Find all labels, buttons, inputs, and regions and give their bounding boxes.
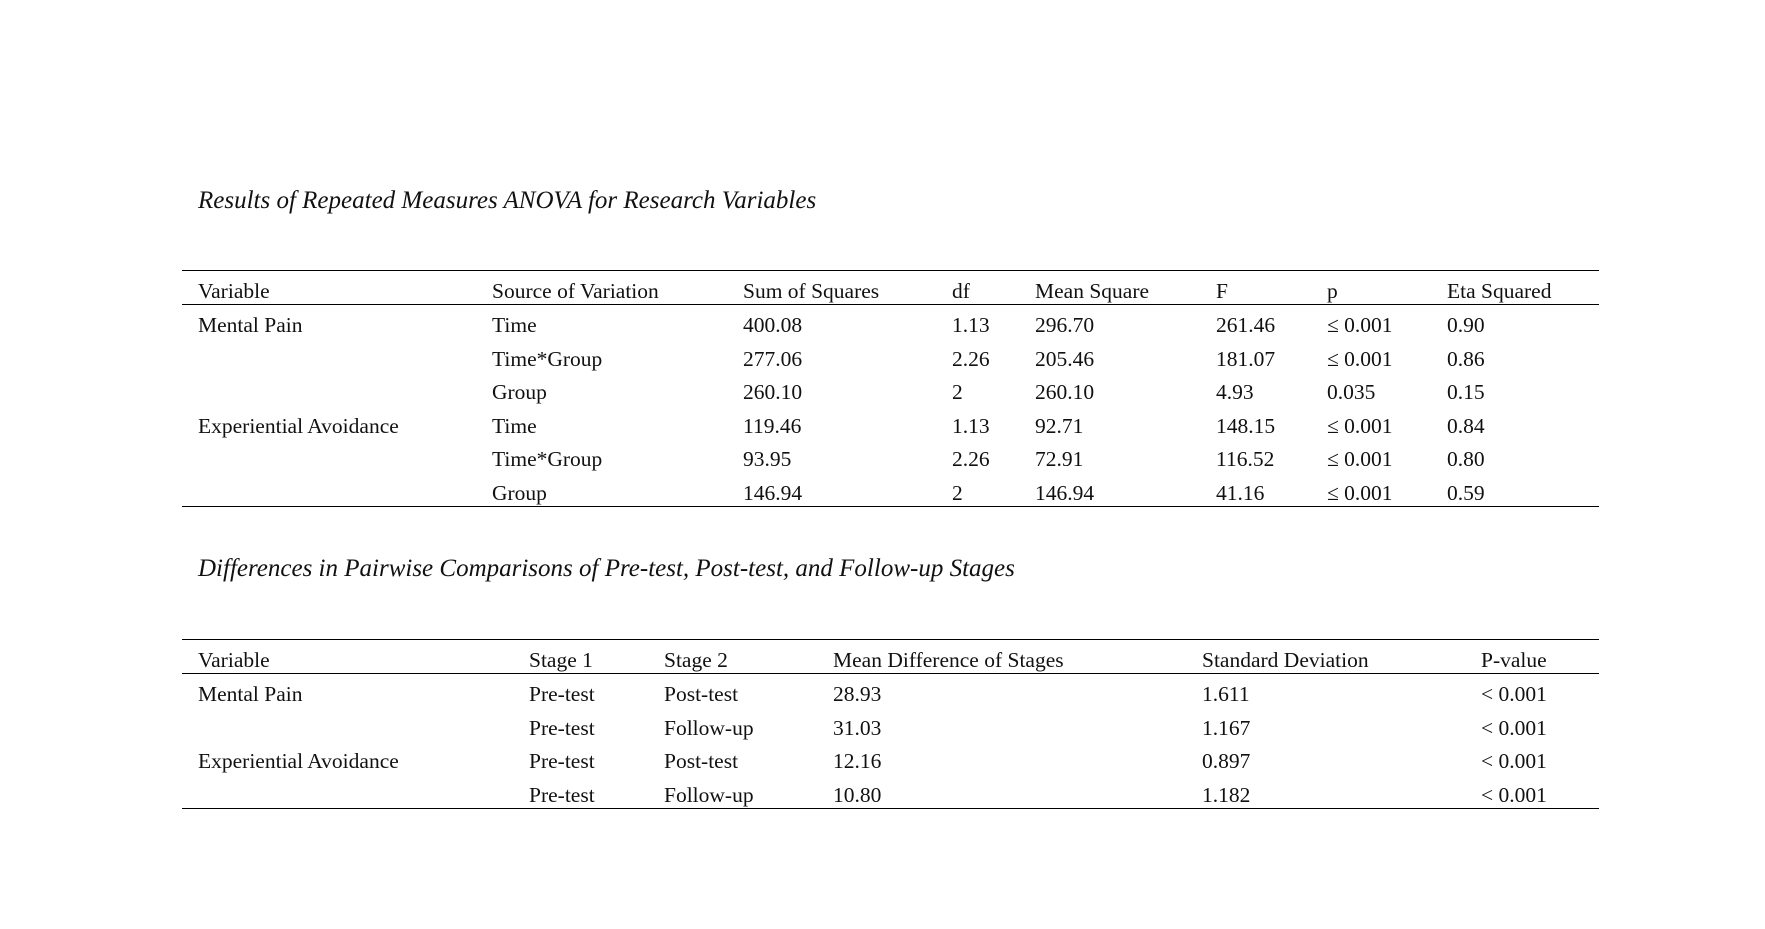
- table-cell-eta-squared: 0.90: [1447, 313, 1485, 337]
- table-cell-p-value: < 0.001: [1481, 682, 1547, 706]
- column-header-eta-squared: Eta Squared: [1447, 279, 1552, 303]
- column-header-stage-2: Stage 2: [664, 648, 728, 672]
- table-cell-mean-difference-of-stages: 12.16: [833, 749, 882, 773]
- table-cell-sum-of-squares: 119.46: [743, 413, 802, 438]
- table-cell-p-value: < 0.001: [1481, 749, 1547, 773]
- table2-rule-top: [182, 639, 1599, 640]
- column-header-sum-of-squares: Sum of Squares: [743, 279, 880, 303]
- table-cell-stage-1: Pre-test: [529, 715, 595, 740]
- table-cell-variable: Experiential Avoidance: [198, 413, 399, 438]
- table-cell-mean-square: 260.10: [1035, 380, 1095, 404]
- column-header-f: F: [1216, 279, 1228, 303]
- pairwise-comparisons-table: [182, 639, 1599, 809]
- table-cell-p: ≤ 0.001: [1327, 313, 1393, 337]
- table-cell-f: 4.93: [1216, 380, 1254, 404]
- table2-rule-header: [182, 673, 1599, 674]
- table-cell-eta-squared: 0.59: [1447, 480, 1485, 505]
- table-cell-mean-square: 92.71: [1035, 413, 1084, 438]
- column-header-source-of-variation: Source of Variation: [492, 279, 659, 303]
- table-cell-f: 41.16: [1216, 480, 1265, 505]
- column-header-standard-deviation: Standard Deviation: [1202, 648, 1369, 672]
- table-cell-stage-2: Post-test: [664, 682, 739, 706]
- table-cell-p: ≤ 0.001: [1327, 413, 1393, 438]
- table-cell-variable: Mental Pain: [198, 313, 303, 337]
- table-cell-df: 2: [952, 480, 963, 505]
- table-cell-p: ≤ 0.001: [1327, 480, 1393, 505]
- table-cell-source-of-variation: Group: [492, 480, 547, 505]
- table-cell-standard-deviation: 1.182: [1202, 782, 1251, 807]
- column-header-stage-1: Stage 1: [529, 648, 593, 672]
- table-cell-f: 181.07: [1216, 346, 1276, 371]
- column-header-mean-square: Mean Square: [1035, 279, 1150, 303]
- table-cell-sum-of-squares: 400.08: [743, 313, 803, 337]
- table-cell-p-value: < 0.001: [1481, 715, 1547, 740]
- column-header-p: p: [1327, 279, 1338, 303]
- table2-rule-bottom: [182, 808, 1599, 809]
- table-cell-mean-square: 72.91: [1035, 447, 1084, 471]
- table-cell-stage-2: Post-test: [664, 749, 739, 773]
- table-cell-stage-2: Follow-up: [664, 782, 754, 807]
- table-cell-mean-difference-of-stages: 28.93: [833, 682, 882, 706]
- table2-caption: Differences in Pairwise Comparisons of Pre-test, Post-test, and Follow-up Stages: [198, 555, 1015, 582]
- column-header-p-value: P-value: [1481, 648, 1547, 672]
- table-cell-variable: Mental Pain: [198, 682, 303, 706]
- table-cell-mean-difference-of-stages: 31.03: [833, 715, 882, 740]
- table-cell-p: ≤ 0.001: [1327, 447, 1393, 471]
- table-cell-p: ≤ 0.001: [1327, 346, 1393, 371]
- table-cell-sum-of-squares: 277.06: [743, 346, 803, 371]
- table-cell-standard-deviation: 0.897: [1202, 749, 1251, 773]
- table-cell-variable: Experiential Avoidance: [198, 749, 399, 773]
- table-cell-df: 1.13: [952, 413, 990, 438]
- table-cell-stage-1: Pre-test: [529, 749, 595, 773]
- table-cell-eta-squared: 0.80: [1447, 447, 1485, 471]
- table-cell-stage-2: Follow-up: [664, 715, 754, 740]
- table1-rule-bottom: [182, 506, 1599, 507]
- table-cell-df: 2: [952, 380, 963, 404]
- anova-results-table: [182, 270, 1599, 507]
- table-cell-mean-square: 296.70: [1035, 313, 1095, 337]
- table-cell-mean-difference-of-stages: 10.80: [833, 782, 882, 807]
- column-header-mean-difference-of-stages: Mean Difference of Stages: [833, 648, 1064, 672]
- table-cell-sum-of-squares: 146.94: [743, 480, 803, 505]
- table-cell-standard-deviation: 1.611: [1202, 682, 1250, 706]
- table-cell-df: 2.26: [952, 447, 990, 471]
- table-cell-source-of-variation: Time*Group: [492, 447, 603, 471]
- table-cell-source-of-variation: Group: [492, 380, 547, 404]
- table-cell-df: 1.13: [952, 313, 990, 337]
- table-cell-stage-1: Pre-test: [529, 782, 595, 807]
- column-header-variable: Variable: [198, 279, 270, 303]
- column-header-variable: Variable: [198, 648, 270, 672]
- table-cell-source-of-variation: Time*Group: [492, 346, 603, 371]
- table-cell-standard-deviation: 1.167: [1202, 715, 1251, 740]
- table-cell-sum-of-squares: 260.10: [743, 380, 803, 404]
- column-header-df: df: [952, 279, 970, 303]
- table-cell-f: 148.15: [1216, 413, 1276, 438]
- table-cell-df: 2.26: [952, 346, 990, 371]
- table1-rule-header: [182, 304, 1599, 305]
- table-cell-mean-square: 205.46: [1035, 346, 1095, 371]
- table1-caption: Results of Repeated Measures ANOVA for Research Variables: [198, 187, 817, 214]
- table-cell-sum-of-squares: 93.95: [743, 447, 792, 471]
- table-cell-p: 0.035: [1327, 380, 1376, 404]
- table-cell-f: 261.46: [1216, 313, 1276, 337]
- table-cell-eta-squared: 0.84: [1447, 413, 1485, 438]
- table-cell-eta-squared: 0.15: [1447, 380, 1485, 404]
- table-cell-eta-squared: 0.86: [1447, 346, 1485, 371]
- table-cell-stage-1: Pre-test: [529, 682, 595, 706]
- table-cell-f: 116.52: [1216, 447, 1275, 471]
- table-cell-p-value: < 0.001: [1481, 782, 1547, 807]
- table-cell-source-of-variation: Time: [492, 413, 537, 438]
- table1-rule-top: [182, 270, 1599, 271]
- table-cell-mean-square: 146.94: [1035, 480, 1095, 505]
- table-cell-source-of-variation: Time: [492, 313, 537, 337]
